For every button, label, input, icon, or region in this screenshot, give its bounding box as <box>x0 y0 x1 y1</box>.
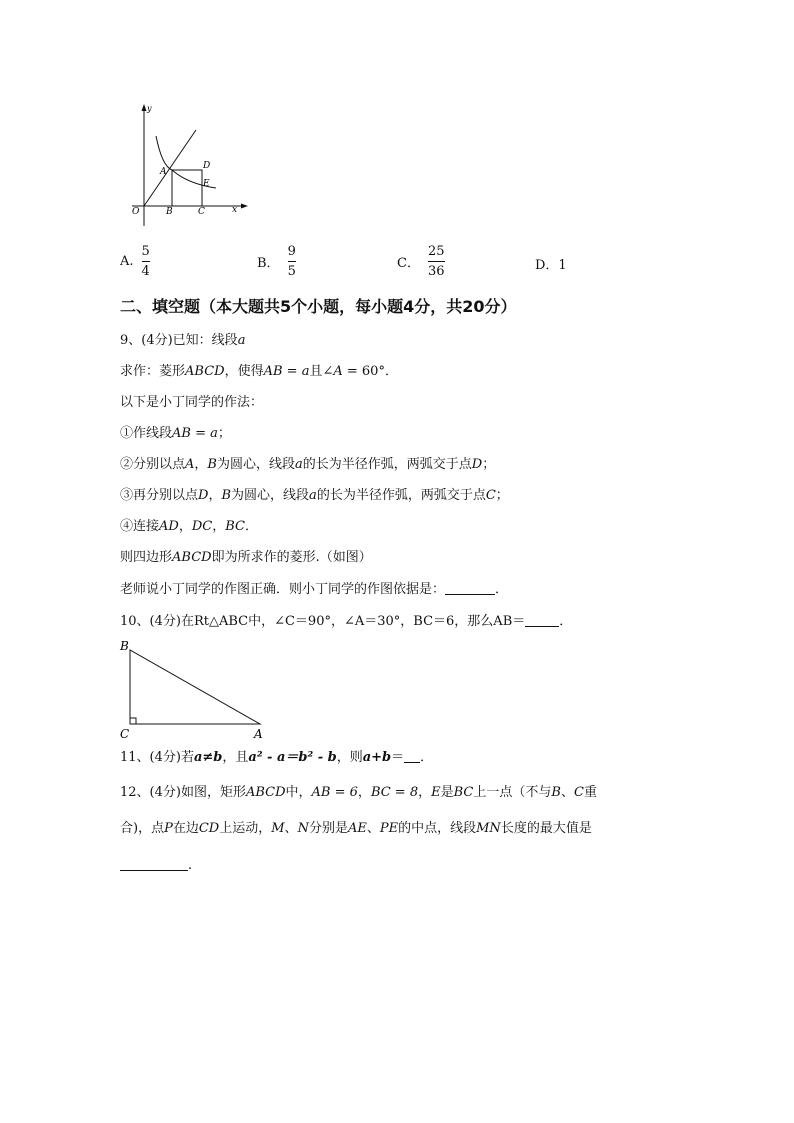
q9-line5: ②分别以点A，B为圆心，线段a的长为半径作弧，两弧交于点D； <box>120 457 496 472</box>
q9-line9: 老师说小丁同学的作图正确．则小丁同学的作图依据是： ． <box>120 582 509 597</box>
label-b: B <box>166 207 173 217</box>
section-title: 二、填空题（本大题共5个小题，每小题4分，共20分） <box>120 297 517 316</box>
q9-line6: ③再分别以点D，B为圆心，线段a的长为半径作弧，两弧交于点C； <box>120 488 509 503</box>
label-c: C <box>120 727 130 741</box>
option-c[interactable]: C． $\frac{25}{36}$ <box>397 244 445 279</box>
q12-line2: 合)，点P在边CD上运动，M、N分别是AE、PE的中点，线段MN长度的最大值是 <box>120 821 592 836</box>
q11-line: 11、(4分)若a≠b，且a² - a＝b² - b，则a+b＝ ． <box>120 750 434 765</box>
q9-line3: 以下是小丁同学的作法： <box>120 395 264 410</box>
q12-line3: . <box>120 856 192 875</box>
answer-blank[interactable] <box>404 748 420 763</box>
label-a: A <box>160 167 167 177</box>
label-a: A <box>254 727 263 741</box>
q9-line7: ④连接AD，DC，BC． <box>120 519 258 534</box>
q9-line2: 求作：菱形ABCD，使得AB = a且∠A = 60°． <box>120 364 398 379</box>
q9-line1: 9、(4分)已知：线段a <box>120 333 246 348</box>
q9-line4: ①作线段AB = a； <box>120 426 231 441</box>
coordinate-graph <box>120 100 250 230</box>
label-c: C <box>198 207 205 217</box>
fraction: $\frac{9}{5}$ <box>287 244 296 279</box>
label-y: y <box>147 104 152 113</box>
option-a[interactable]: A. $\frac{5}{4}$ <box>120 244 150 279</box>
q12-line1: 12、(4分)如图，矩形ABCD中，AB = 6，BC = 8，E是BC上一点（不与B、C重 <box>120 785 597 800</box>
option-d[interactable]: D．1 <box>535 258 567 273</box>
label-o: O <box>132 207 140 217</box>
answer-blank[interactable] <box>120 856 188 871</box>
right-triangle-figure <box>116 638 276 742</box>
label-d: D <box>203 161 211 171</box>
label-e: E <box>203 179 210 189</box>
q10-line: 10、(4分)在Rt△ABC中，∠C＝90°，∠A＝30°，BC＝6，那么AB＝ ． <box>120 614 573 629</box>
answer-blank[interactable] <box>525 612 559 627</box>
q9-line8: 则四边形ABCD即为所求作的菱形.（如图） <box>120 550 372 565</box>
fraction: $\frac{25}{36}$ <box>427 244 445 279</box>
answer-blank[interactable] <box>445 580 495 595</box>
fraction: $\frac{5}{4}$ <box>141 244 150 279</box>
option-b[interactable]: B． $\frac{9}{5}$ <box>257 244 296 279</box>
label-b: B <box>120 639 129 653</box>
label-x: x <box>232 205 238 215</box>
